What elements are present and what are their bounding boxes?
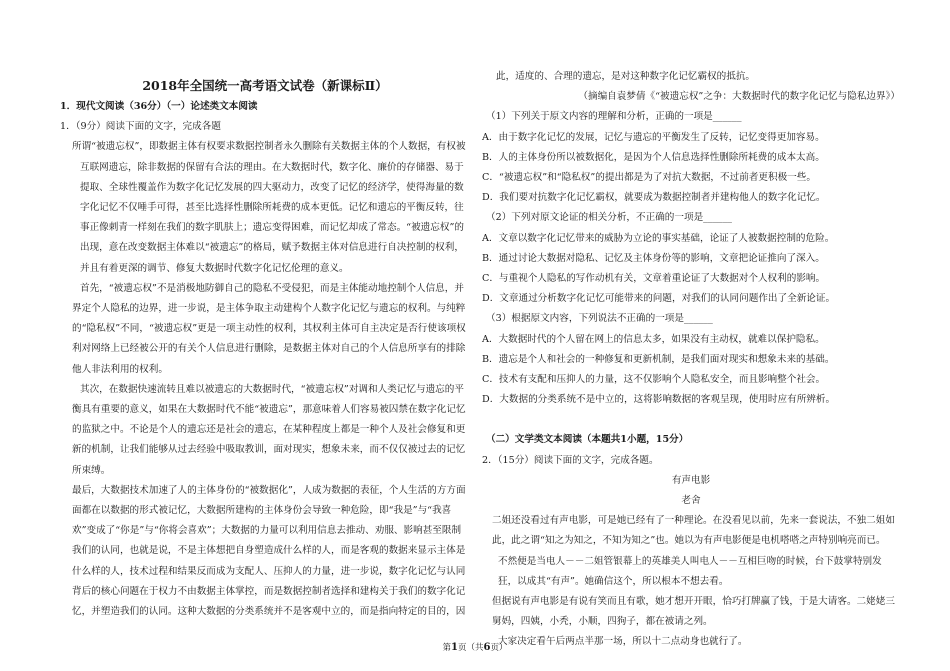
option-1-2-a: A．文章以数字化记忆带来的威胁为立论的事实基础，论证了人被数据控制的危险。 bbox=[482, 232, 835, 244]
option-1-1-d: D．我们要对抗数字化记忆霸权，就要成为数据控制者并建构他人的数字化记忆。 bbox=[482, 192, 826, 204]
section-heading-1: 1．现代文阅读（36分）（一）论述类文本阅读 bbox=[60, 101, 258, 112]
question-1-2: （2）下列对原文论证的相关分析，不正确的一项是______ bbox=[486, 212, 732, 224]
page-footer bbox=[0, 641, 950, 653]
page-number: 1 bbox=[451, 642, 458, 653]
option-1-2-b: B．通过讨论大数据对隐私、记忆及主体身份等的影响，文章把论证推向了深入。 bbox=[482, 252, 825, 264]
question-1-intro: 1．（9分）阅读下面的文字，完成各题 bbox=[60, 121, 221, 133]
footer-suffix: 页） bbox=[490, 643, 508, 653]
story-paragraph-3: 但据说有声电影是有说有笑而且有歌，她才想开开眼，恰巧打牌赢了钱，于是大请客。二姥姥三舅妈，四姨，小秃，小顺，四狗子，都在被请之列。 bbox=[492, 596, 895, 628]
option-1-3-c: C．技术有支配和压抑人的力量，这不仅影响个人隐私安全，而且影响整个社会。 bbox=[482, 374, 826, 386]
passage-paragraph-3: 其次，在数据快速流转且难以被遗忘的大数据时代，“被遗忘权”对调和人类记忆与遗忘的平衡具有重要的意义，如果在大数据时代不能“被遗忘”，那意味着人们容易被囚禁在数字化记忆的监狱之中。不论是个人的遗忘还是社会的遗忘，在某种程度上都是一种个人及社会修复和更新的机制，让我们能够从过去经验中吸取教训，面对现实，想象未来，而不仅仅被过去的记忆所束缚。 bbox=[72, 383, 466, 476]
story-title: 有声电影 bbox=[671, 474, 711, 486]
passage-paragraph-1: 所谓“被遗忘权”，即数据主体有权要求数据控制者永久删除有关数据主体的个人数据，有权被互联网遗忘，除非数据的保留有合法的理由。在大数据时代，数字化、廉价的存储器、易于提取、全球性覆盖作为数字化记忆发展的四大驱动力，改变了记忆的经济学，使得海量的数字化记忆不仅唾手可得，甚至比选择性删除所耗费的成本更低。记忆和遗忘的平衡反转，往事正像刺青一样刻在我们的数字肌肤上；遗忘变得困难，而记忆却成了常态。“被遗忘权”的出现，意在改变数据主体难以“被遗忘”的格局，赋予数据主体对信息进行自决控制的权利，并且有着更深的调节、修复大数据时代数字化记忆伦理的意义。 bbox=[72, 141, 466, 274]
paper-title: 2018年全国统一高考语文试卷（新课标Ⅱ） bbox=[142, 78, 388, 93]
option-1-1-b: B．人的主体身份所以被数据化，是因为个人信息选择性删除所耗费的成本太高。 bbox=[482, 151, 825, 163]
option-1-1-c: C．“被遗忘权”和“隐私权”的提出都是为了对抗大数据，不过前者更积极一些。 bbox=[482, 172, 816, 184]
option-1-2-d: D．文章通过分析数字化记忆可能带来的问题，对我们的认同问题作出了全新论证。 bbox=[482, 293, 836, 305]
option-1-2-c: C．与重视个人隐私的写作动机有关，文章着重论证了大数据对个人权利的影响。 bbox=[482, 273, 826, 285]
page-total: 6 bbox=[483, 642, 491, 653]
option-1-3-d: D．大数据的分类系统不是中立的，这将影响数据的客观呈现，使用时应有所辨析。 bbox=[482, 394, 836, 406]
question-2-intro: 2．（15分）阅读下面的文字，完成各题。 bbox=[482, 454, 659, 466]
passage-continuation: 此，适度的、合理的遗忘，是对这种数字化记忆霸权的抵抗。 bbox=[496, 71, 756, 82]
story-author: 老舍 bbox=[681, 495, 701, 507]
footer-middle: 页（共 bbox=[457, 643, 484, 653]
passage-paragraph-4: 最后，大数据技术加速了人的主体身份的“被数据化”，人成为数据的表征，个人生活的方方面面都在以数据的形式被记忆，大数据所建构的主体身份会导致一种危险，即“我是”与“我喜欢”变成了“你是”与“你将会喜欢”；大数据的力量可以利用信息去推动、劝服、影响甚至限制我们的认同，也就是说，不是主体想把自身塑造成什么样的人，而是客观的数据来显示主体是什么样的人，技术过程和结果反而成为支配人、压抑人的力量，进一步说，数字化记忆与认同背后的核心问题在于权力不由数据主体掌控，而是数据控制者选择和建构关于我们的数字化记忆，并塑造我们的认同。这种大数据的分类系统并不是客观中立的，而是指向特定的目的，因 bbox=[72, 484, 466, 618]
question-1-1: （1）下列关于原文内容的理解和分析，正确的一项是______ bbox=[486, 111, 742, 123]
passage-paragraph-2: 首先，“被遗忘权”不是消极地防御自己的隐私不受侵犯，而是主体能动地控制个人信息，并界定个人隐私的边界，进一步说，是主体争取主动建构个人数字化记忆与遗忘的权利。与纯粹的“隐私权”不同，“被遗忘权”更是一项主动性的权利，其权利主体可自主决定是否行使该项权利对网络上已经被公开的有关个人信息进行删除，是数据主体对自己的个人信息所享有的排除他人非法利用的权利。 bbox=[72, 282, 466, 375]
story-paragraph-2: 不然便是当电人－－二姐管银幕上的英雄美人叫电人－－互相巨吻的时候，台下鼓掌特别发狂，以成其“有声”。她确信这个，所以根本不想去看。 bbox=[498, 555, 882, 587]
option-1-3-a: A．大数据时代的个人留在网上的信息太多，如果没有主动权，就难以保护隐私。 bbox=[482, 333, 825, 345]
section-heading-2: （二）文学类文本阅读（本题共1小题，15分） bbox=[486, 434, 689, 446]
passage-source: （摘编自袁梦倩《“被遗忘权”之争：大数据时代的数字化记忆与隐私边界》） bbox=[578, 91, 900, 103]
story-paragraph-4: 大家决定看午后两点半那一场，所以十二点动身也就行了。 bbox=[498, 636, 748, 648]
option-1-3-b: B．遗忘是个人和社会的一种修复和更新机制，是我们面对现实和想象未来的基础。 bbox=[482, 353, 835, 365]
footer-prefix: 第 bbox=[442, 643, 452, 653]
option-1-1-a: A．由于数字化记忆的发展，记忆与遗忘的平衡发生了反转，记忆变得更加容易。 bbox=[482, 131, 825, 143]
story-paragraph-1: 二姐还没看过有声电影，可是她已经有了一种理论。在没看见以前，先来一套说法，不独二姐如此，此之谓“知之为知之，不知为知之”也。她以为有声电影便是电机嗒嗒之声特别响亮而已。 bbox=[492, 515, 895, 547]
question-1-3: （3）根据原文内容，下列说法不正确的一项是______ bbox=[486, 313, 713, 325]
